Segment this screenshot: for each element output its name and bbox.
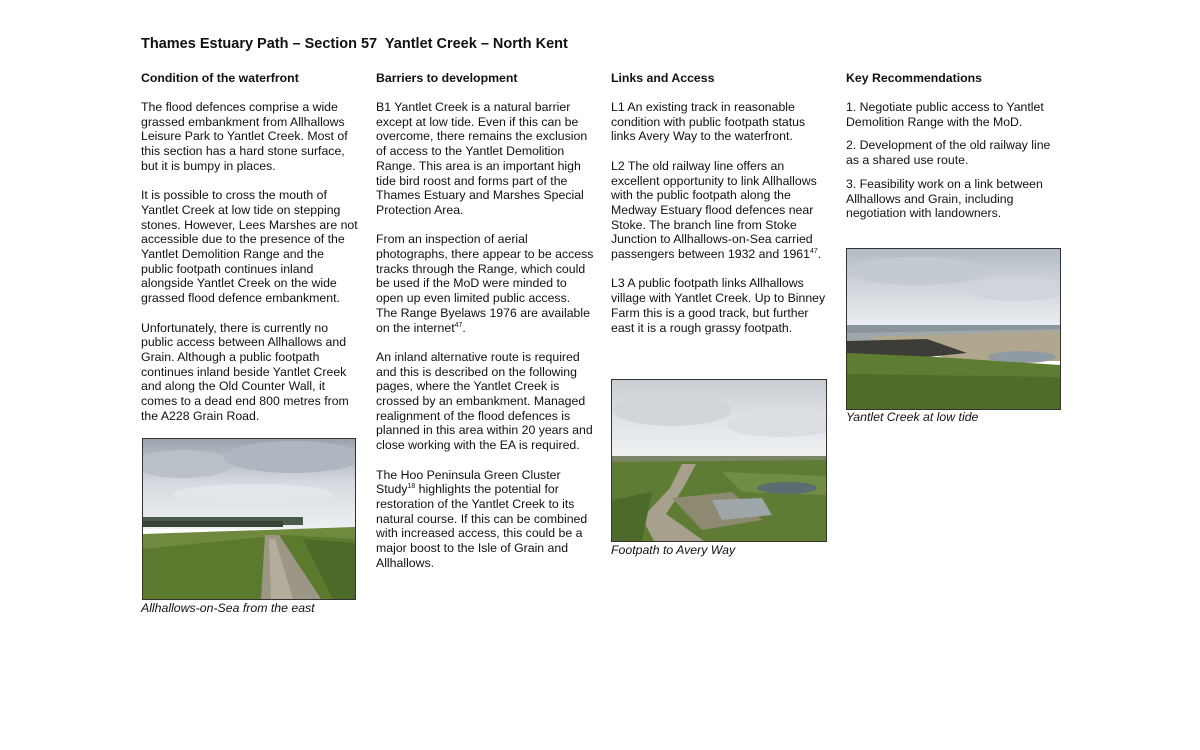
yantlet-creek-caption: Yantlet Creek at low tide [846, 410, 979, 424]
barriers-column [376, 70, 594, 585]
allhallows-photo-image [143, 439, 355, 599]
avery-way-photo [611, 379, 827, 542]
barriers-paragraph-3: An inland alternative route is required and this is described on the following pages, where the Yantlet Creek is crossed by an embankment. Managed realignment of the flood defences is planned in this area within 20 years and close working with the EA is required. [376, 349, 593, 453]
barriers-paragraph-4: The Hoo Peninsula Green Cluster Study$^{18}$ highlights the potential for restoration of the Yantlet Creek to its natural course. If this can be combined with increased access, this could be a major boost to the Isle of Grain and Allhallows. [376, 467, 588, 570]
links-paragraph-1: L1 An existing track in reasonable condition with public footpath status links Avery Way to the waterfront. [611, 100, 806, 144]
page-title: Thames Estuary Path – Section 57 Yantlet Creek – North Kent [141, 36, 568, 52]
recommendations-column [846, 70, 1064, 230]
avery-way-photo-image [612, 380, 826, 541]
allhallows-photo [142, 438, 356, 600]
recommendations-heading: Key Recommendations [846, 71, 982, 85]
allhallows-caption: Allhallows-on-Sea from the east [141, 601, 315, 615]
barriers-paragraph-2: From an inspection of aerial photographs, there appear to be access tracks through the Range, which could be used if the MoD were minded to open up even limited public access. The Range Byelaws 1976 are available on the internet$^{47}$. [376, 232, 594, 335]
condition-paragraph-2: It is possible to cross the mouth of Yantlet Creek at low tide on stepping stones. However, Lees Marshes are not accessible due to the presence of the Yantlet Demolition Range and the public footpath continues inland alongside Yantlet Creek on the wide grassed flood defence embankment. [141, 188, 358, 306]
recommendation-3: 3. Feasibility work on a link between Allhallows and Grain, including negotiation with landowners. [846, 176, 1043, 221]
links-column [611, 70, 829, 350]
condition-column [141, 70, 359, 438]
links-paragraph-3: L3 A public footpath links Allhallows village with Yantlet Creek. Up to Binney Farm this is a good track, but further east it is a rough grassy footpath. [611, 276, 826, 335]
avery-way-caption: Footpath to Avery Way [611, 543, 736, 557]
condition-paragraph-1: The flood defences comprise a wide grassed embankment from Allhallows Leisure Park to Yantlet Creek. Most of this section has a hard stone surface, but it is bumpy in places. [141, 100, 348, 173]
links-paragraph-2: L2 The old railway line offers an excellent opportunity to link Allhallows with the public footpath along the Medway Estuary flood defences near Stoke. The branch line from Stoke Junction to Allhallows-on-Sea carried passengers between 1932 and 1961$^{47}$. [611, 158, 822, 262]
condition-heading: Condition of the waterfront [141, 71, 299, 85]
recommendation-1: 1. Negotiate public access to Yantlet Demolition Range with the MoD. [846, 100, 1044, 129]
recommendation-2: 2. Development of the old railway line as a shared use route. [846, 138, 1051, 168]
barriers-paragraph-1: B1 Yantlet Creek is a natural barrier except at low tide. Even if this can be overcome, there remains the exclusion of access to the Yantlet Demolition Range. This area is an important high tide bird roost and forms part of the Thames Estuary and Marshes Special Protection Area. [376, 100, 588, 217]
links-heading: Links and Access [611, 71, 715, 85]
yantlet-creek-photo-image [847, 249, 1060, 409]
yantlet-creek-photo [846, 248, 1061, 410]
barriers-heading: Barriers to development [376, 71, 518, 85]
condition-paragraph-3: Unfortunately, there is currently no public access between Allhallows and Grain. Although a public footpath continues inland beside Yantlet Creek and along the Old Counter Wall, it comes to a dead end 800 metres from the A228 Grain Road. [141, 320, 349, 423]
